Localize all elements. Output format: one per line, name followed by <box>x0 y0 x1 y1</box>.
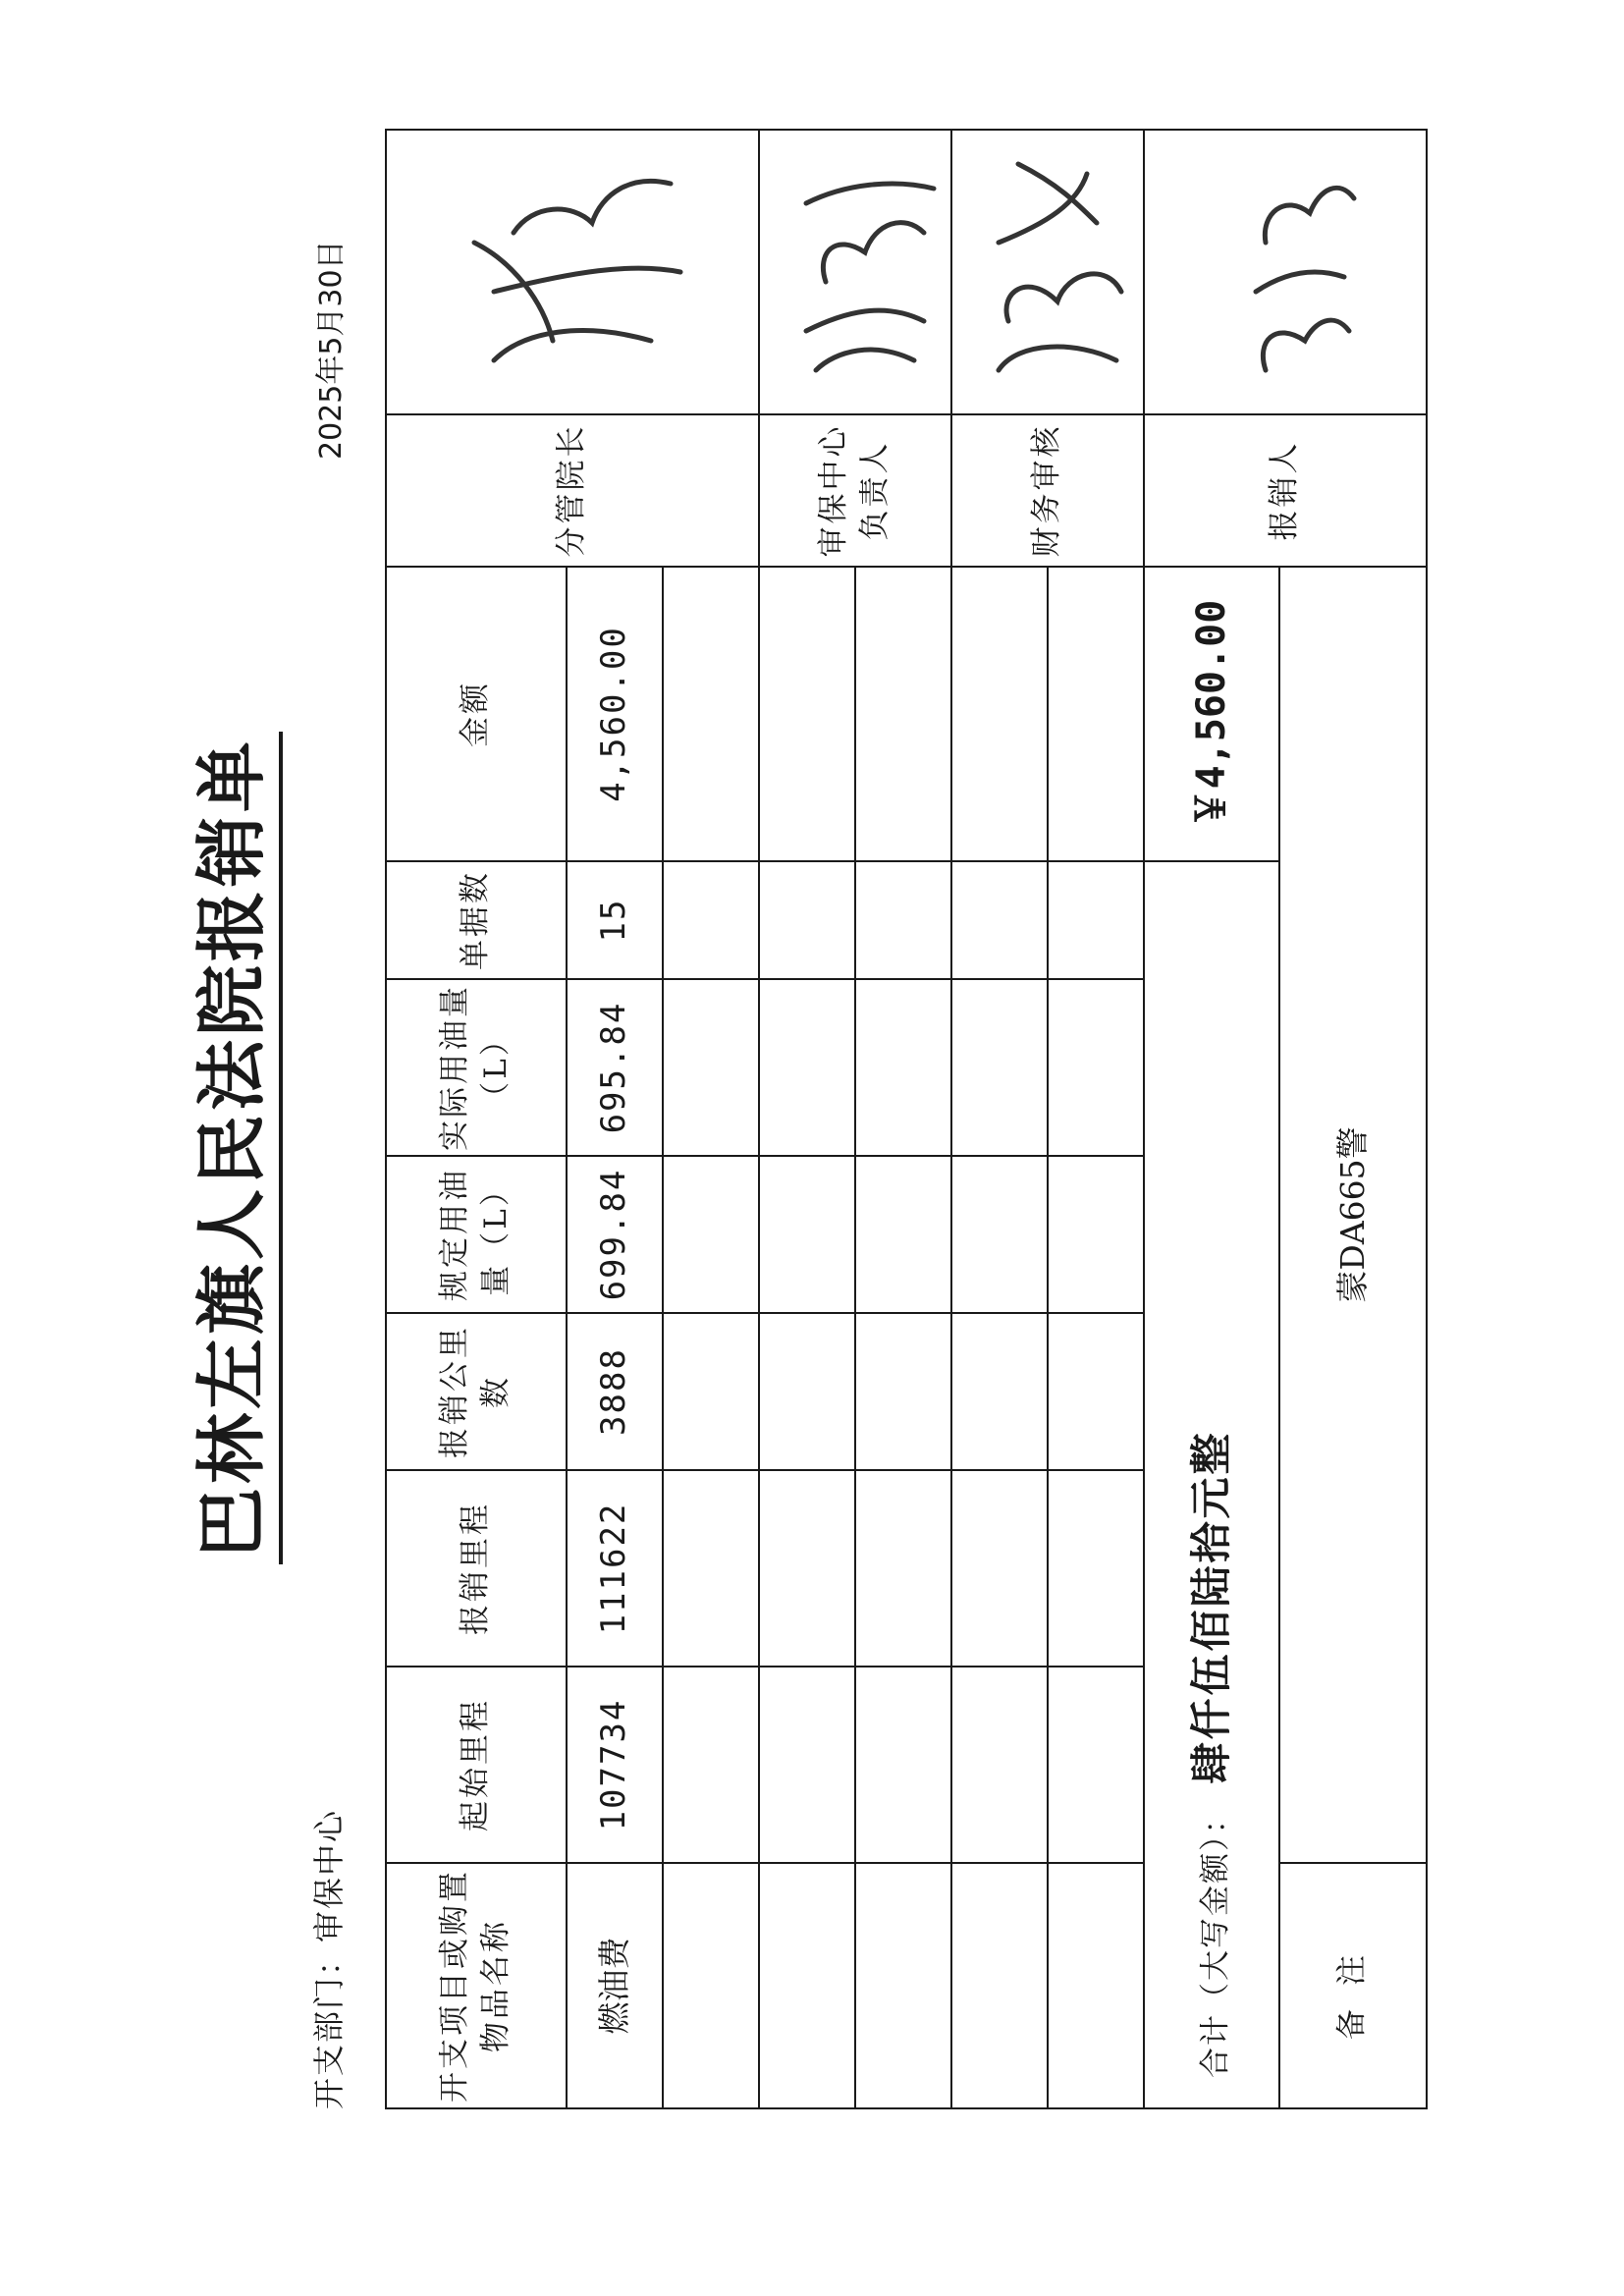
form-date: 2025年5月30日 <box>314 240 349 460</box>
cell-km: 3888 <box>567 1313 663 1470</box>
department-value: 审保中心 <box>310 1808 348 1942</box>
reimbursement-table <box>385 129 1428 2109</box>
approval-label-finance: 财务审核 <box>951 414 1144 567</box>
department-line <box>304 1809 350 2109</box>
col-header-start: 起始里程 <box>386 1667 567 1863</box>
cell-end: 111622 <box>567 1470 663 1667</box>
department-label: 开支部门： <box>310 1941 348 2109</box>
signature-finance <box>951 130 1144 414</box>
approval-label-center-head: 审保中心负责人 <box>759 414 951 567</box>
signature-center-head <box>759 130 951 414</box>
form-title: 巴林左旗人民法院报销单 <box>175 0 277 2296</box>
col-header-end: 报销里程 <box>386 1470 567 1667</box>
total-row <box>1144 130 1279 2108</box>
col-header-item: 开支项目或购置物品名称 <box>386 1863 567 2108</box>
cell-actual: 695.84 <box>567 979 663 1156</box>
handwritten-signature-2 <box>767 144 944 400</box>
cell-receipts: 15 <box>567 861 663 979</box>
cell-start: 107734 <box>567 1667 663 1863</box>
col-header-receipts: 单据数 <box>386 861 567 979</box>
table-row <box>951 130 1048 2108</box>
signature-vice-president <box>386 130 759 414</box>
cell-amount: 4,560.00 <box>567 567 663 861</box>
cell-quota: 699.84 <box>567 1156 663 1313</box>
col-header-quota: 规定用油量（L） <box>386 1156 567 1313</box>
total-caption: 合计（大写金额）： <box>1197 1801 1233 2078</box>
note-label: 备注 <box>1279 1863 1427 2108</box>
note-value: 蒙DA665警 <box>1279 567 1427 1863</box>
col-header-actual: 实际用油量（L） <box>386 979 567 1156</box>
col-header-amount: 金额 <box>386 567 567 861</box>
total-words-cell <box>1144 861 1279 2108</box>
col-header-km: 报销公里数 <box>386 1313 567 1470</box>
handwritten-signature-3 <box>959 144 1136 400</box>
cell-item: 燃油费 <box>567 1863 663 2108</box>
approval-label-claimant: 报销人 <box>1144 414 1427 567</box>
header-row <box>386 130 567 2108</box>
handwritten-signature-1 <box>435 144 710 400</box>
table-row <box>759 130 855 2108</box>
total-words: 肆仟伍佰陆拾元整 <box>1186 1430 1235 1784</box>
approval-label-vice-president: 分管院长 <box>386 414 759 567</box>
signature-claimant <box>1144 130 1427 414</box>
handwritten-signature-4 <box>1207 144 1364 400</box>
total-amount: ￥4,560.00 <box>1144 567 1279 861</box>
